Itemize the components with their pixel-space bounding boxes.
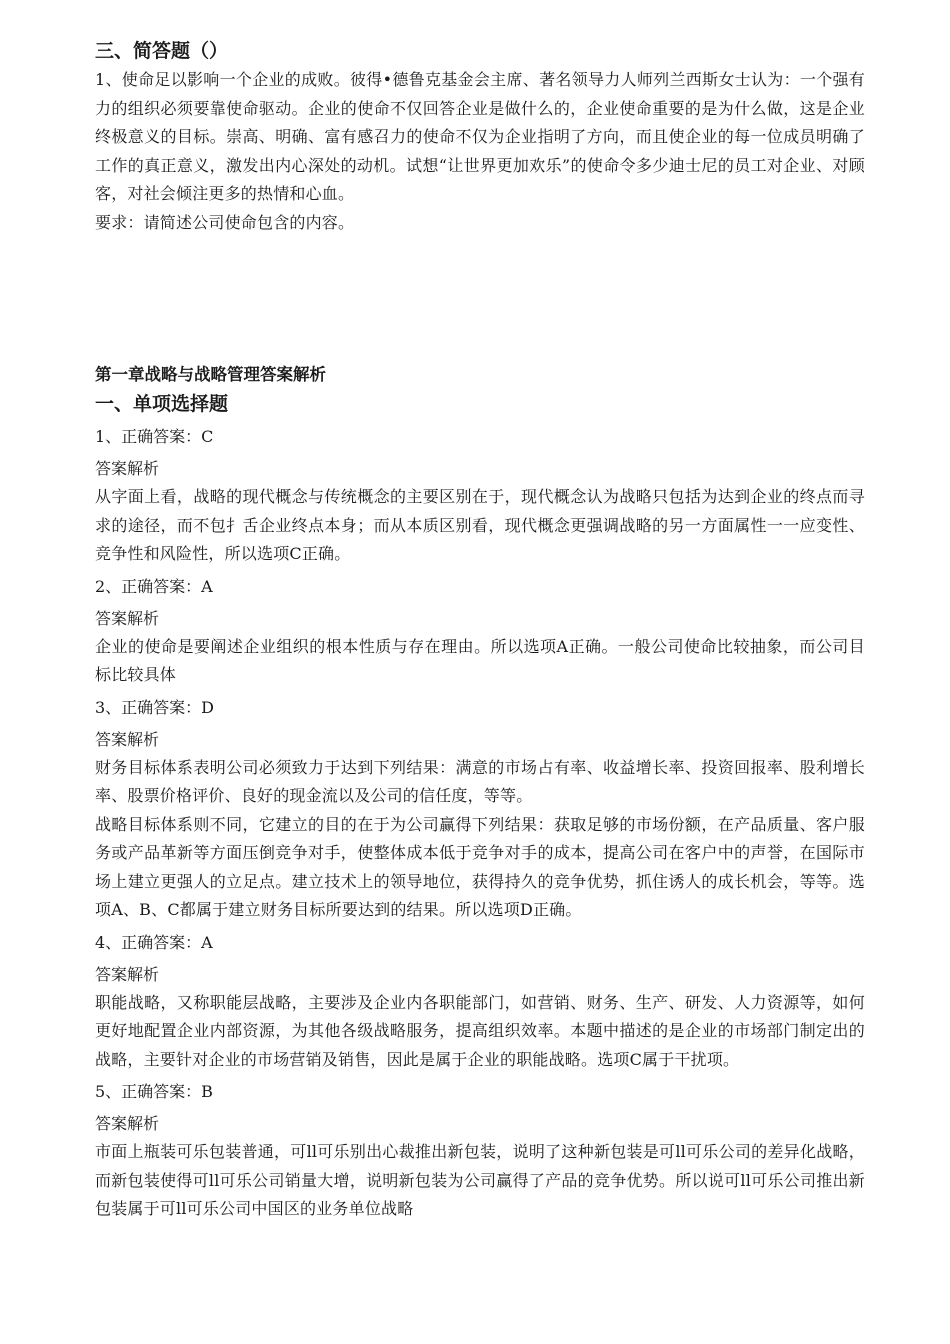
analysis-paragraph: 职能战略，又称职能层战略，主要涉及企业内各职能部门，如营销、财务、生产、研发、人力资源等，如何更好地配置企业内部资源，为其他各级战略服务，提高组织效率。本题中描述的是企业的市场部门制定出的战略，主要针对企业的市场营销及销售，因此是属于企业的职能战略。选项C属于干扰项。 (95, 992, 865, 1069)
analysis-label: 答案解析 (95, 459, 160, 478)
analysis-label: 答案解析 (95, 964, 160, 984)
correct-answer: 2、正确答案：A (95, 576, 213, 596)
document-page (95, 36, 865, 1224)
analysis-paragraph: 财务目标体系表明公司必须致力于达到下列结果：满意的市场占有率、收益增长率、投资回报率、股利增长率、股票价格评价、良好的现金流以及公司的信任度，等等。 (95, 757, 865, 805)
answer-item (95, 694, 865, 925)
section-heading-single-choice: 一、单项选择题 (95, 393, 229, 415)
analysis-label: 答案解析 (95, 1114, 160, 1133)
answer-item (95, 423, 865, 569)
section-heading-short-answer: 三、简答题（） (95, 40, 229, 62)
analysis-label: 答案解析 (95, 729, 160, 749)
analysis-paragraph: 从字面上看，战略的现代概念与传统概念的主要区别在于，现代概念认为战略只包括为达到企业的终点而寻求的途径，而不包扌舌企业终点本身；而从本质区别看，现代概念更强调战略的另一方面属性一一应变性、竞争性和风险性，所以选项C正确。 (95, 487, 865, 563)
correct-answer: 1、正确答案：C (95, 427, 214, 446)
analysis-paragraph: 企业的使命是要阐述企业组织的根本性质与存在理由。所以选项A正确。一般公司使命比较抽象，而公司目标比较具体 (95, 636, 865, 684)
correct-answer: 5、正确答案：B (95, 1082, 213, 1101)
question-1-requirement: 要求：请简述公司使命包含的内容。 (95, 212, 355, 232)
correct-answer: 4、正确答案：A (95, 932, 213, 952)
analysis-label: 答案解析 (95, 608, 160, 628)
correct-answer: 3、正确答案：D (95, 697, 215, 717)
answer-item (95, 573, 865, 690)
analysis-paragraph: 战略目标体系则不同，它建立的目的在于为公司赢得下列结果：获取足够的市场份额，在产品质量、客户服务或产品革新等方面压倒竞争对手，使整体成本低于竞争对手的成本，提高公司在客户中的声誉，在国际市场上建立更强人的立足点。建立技术上的领导地位，获得持久的竞争优势，抓住诱人的成长机会，等等。选项A、B、C都属于建立财务目标所要达到的结果。所以选项D正确。 (95, 814, 865, 919)
question-1-text: 1、使命足以影响一个企业的成败。彼得•德鲁克基金会主席、著名领导力人师列兰西斯女士认为：一个强有力的组织必须要靠使命驱动。企业的使命不仅回答企业是做什么的，企业使命重要的是为什么做，这是企业终极意义的目标。崇高、明确、富有感召力的使命不仅为企业指明了方向，而且使企业的每一位成员明确了工作的真正意义，激发出内心深处的动机。试想“让世界更加欢乐”的使命令多少迪士尼的员工对企业、对顾客，对社会倾注更多的热情和心血。 (95, 70, 865, 203)
analysis-paragraph: 市面上瓶装可乐包装普通，可ll可乐别出心裁推出新包装，说明了这种新包装是可ll可乐公司的差异化战略，而新包装使得可ll可乐公司销量大增，说明新包装为公司赢得了产品的竞争优势。所以说可ll可乐公司推出新包装属于可ll可乐公司中国区的业务单位战略 (95, 1142, 865, 1218)
chapter-title: 第一章战略与战略管理答案解析 (95, 365, 326, 384)
answer-item (95, 1078, 865, 1224)
blank-answer-space (95, 237, 865, 361)
answer-item (95, 929, 865, 1075)
